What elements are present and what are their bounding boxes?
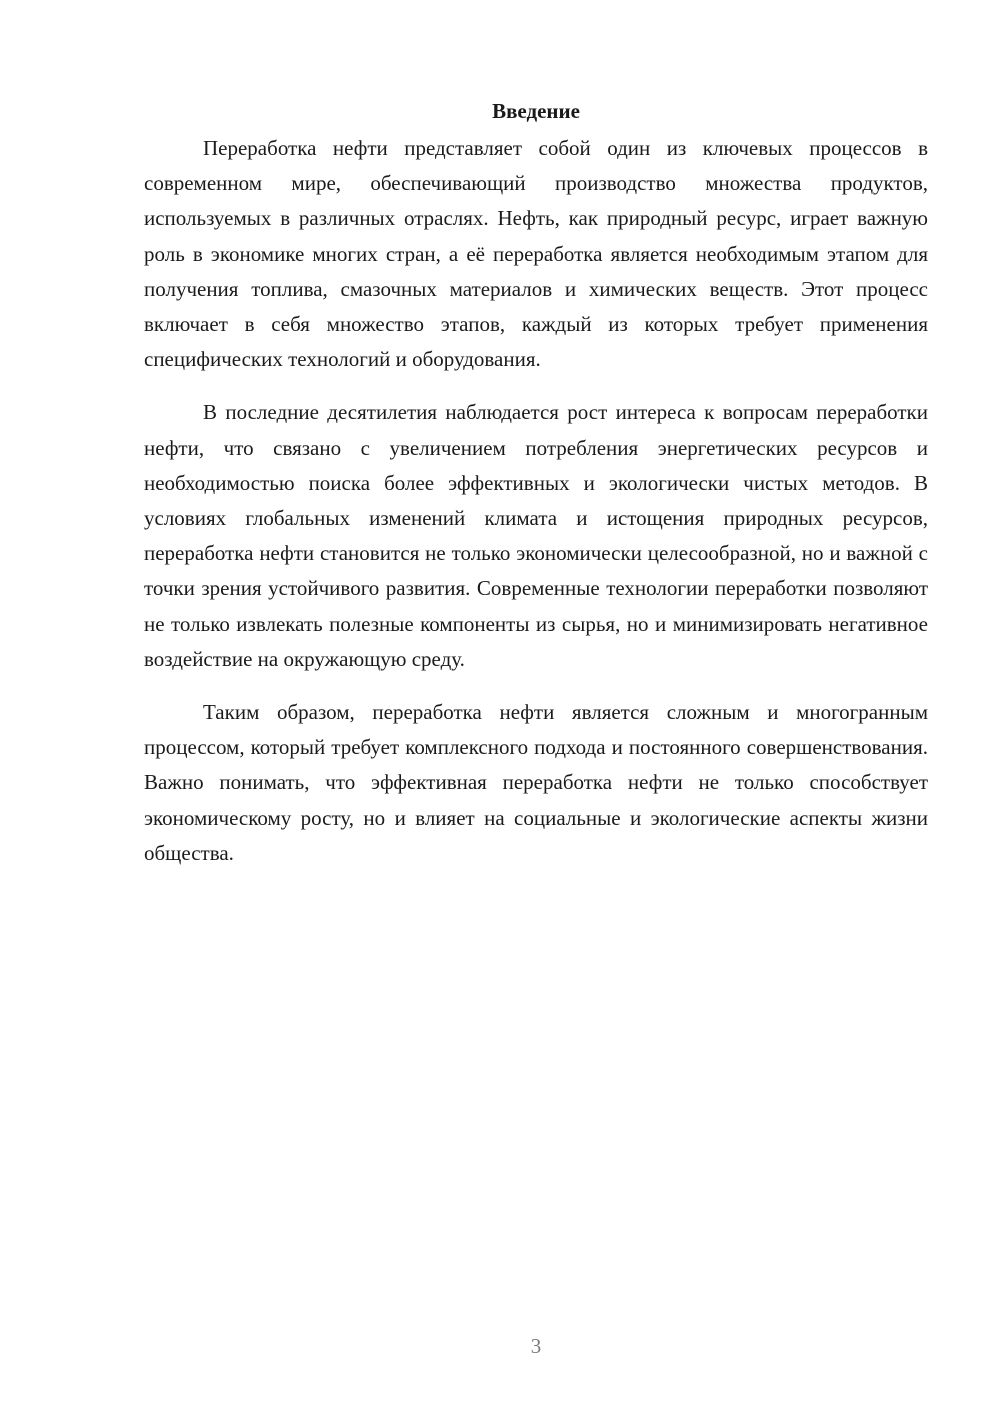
page-number: 3: [530, 1334, 542, 1358]
paragraph-2: В последние десятилетия наблюдается рост интереса к вопросам переработки нефти, что связано с увеличением потребления энергетических ресурсов и необходимостью поиска более эффективных и экологически чистых методов. В условиях глобальных изменений климата и истощения природных ресурсов, переработка нефти становится не только экономически целесообразной, но и важной с точки зрения устойчивого развития. Современные технологии переработки позволяют не только извлекать полезные компоненты из сырья, но и минимизировать негативное воздействие на окружающую среду.: [144, 400, 928, 671]
section-heading: Введение: [492, 99, 580, 123]
paragraph-1: Переработка нефти представляет собой один из ключевых процессов в современном мире, обеспечивающий производство множества продуктов, используемых в различных отраслях. Нефть, как природный ресурс, играет важную роль в экономике многих стран, а её переработка является необходимым этапом для получения топлива, смазочных материалов и химических веществ. Этот процесс включает в себя множество этапов, каждый из которых требует применения специфических технологий и оборудования.: [144, 136, 928, 372]
paragraph-3: Таким образом, переработка нефти является сложным и многогранным процессом, который требует комплексного подхода и постоянного совершенствования. Важно понимать, что эффективная переработка нефти не только способствует экономическому росту, но и влияет на социальные и экологические аспекты жизни общества.: [144, 700, 928, 865]
page-content: [144, 96, 928, 889]
